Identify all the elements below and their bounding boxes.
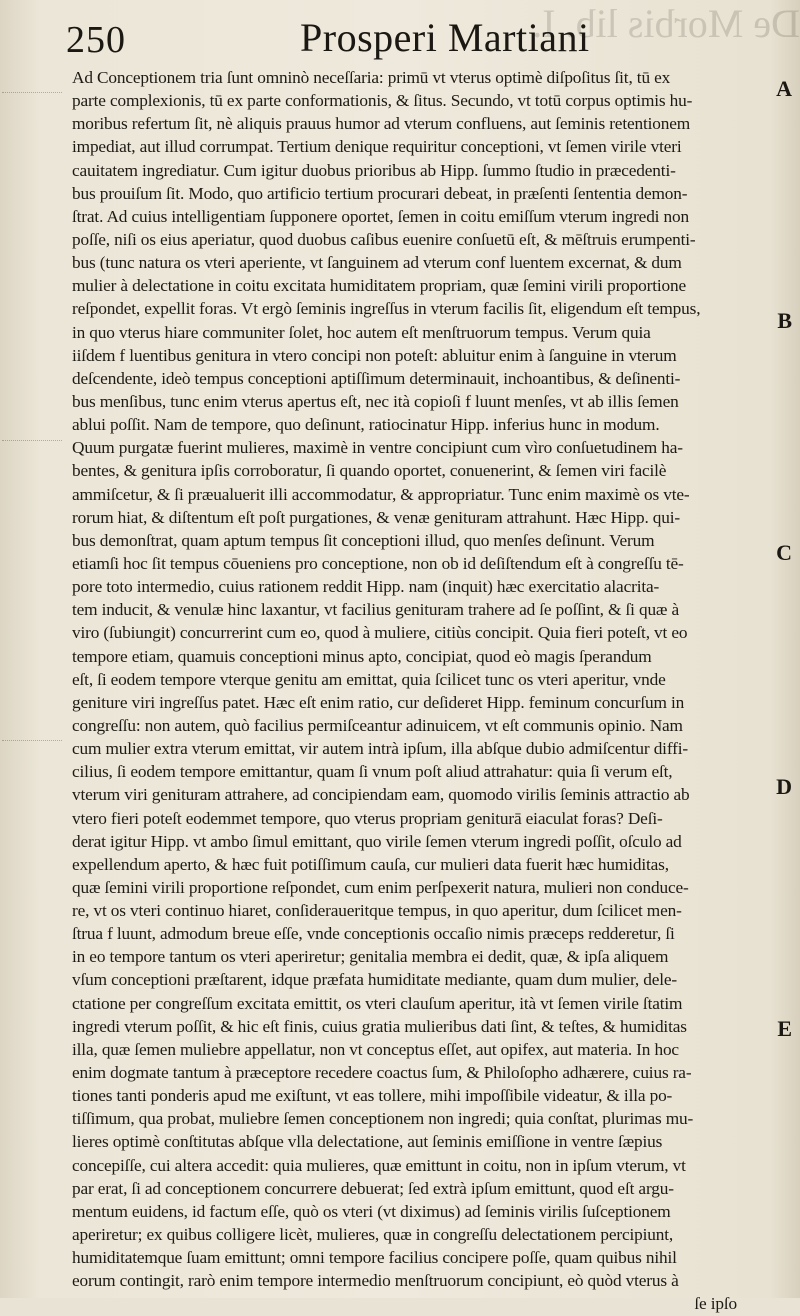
margin-letter-e: E <box>777 1016 792 1041</box>
text-line: parte complexionis, tū ex parte conformationis, & ſitus. Secundo, vt totū corpus optimis hu- <box>72 91 693 111</box>
margin-letter-b: B <box>777 308 792 333</box>
text-line: re, vt os vteri continuo hiaret, conſideraueritque tempus, in quo aperitur, dum ſcilicet men- <box>72 901 682 921</box>
text-line: iiſdem f luentibus genitura in vtero concipi non poteſt: abluitur enim à ſanguine in vterum <box>72 345 677 365</box>
text-line: vterum viri genituram attrahere, ad concipiendam eam, quomodo virilis ſeminis attractio ab <box>72 785 690 805</box>
text-line: vſum conceptioni præſtarent, idque præfata humiditate mediante, quam dum mulier, dele- <box>72 970 677 990</box>
text-line: ſtrua f luunt, admodum breue eſſe, vnde conceptionis occaſio nimis præceps redderetur, ſi <box>72 924 675 944</box>
text-line: congreſſu: non autem, quò facilius permiſceantur adinuicem, vt eſt communis opinio. Nam <box>72 715 683 735</box>
running-head: Prosperi Martiani <box>300 15 590 60</box>
text-line: ingredi vterum poſſit, & hic eſt finis, cuius gratia mulieribus dati ſint, & teſtes, & humiditas <box>72 1016 687 1036</box>
text-line: impediat, aut illud corrumpat. Tertium denique requiritur conceptioni, vt ſemen virile vteri <box>72 137 682 157</box>
text-line: etiamſi hoc ſit tempus cōueniens pro conceptione, non ob id deſiſtendum eſt à congreſſu tē- <box>72 553 684 573</box>
text-line: cauitatem ingrediatur. Cum igitur duobus prioribus ab Hipp. ſummo ſtudio in præcedenti- <box>72 160 676 180</box>
text-line: expellendum aperto, & hæc fuit potiſſimum cauſa, cur mulieri data fuerit hæc humiditas, <box>72 854 669 874</box>
text-line: illa, quæ ſemen muliebre appellatur, non vt conceptus eſſet, aut opifex, aut materia. In hoc <box>72 1039 679 1059</box>
text-line: cum mulier extra vterum emittat, vir autem intrà ipſum, illa abſque dubio admiſcentur diffi- <box>72 739 688 759</box>
text-line: bus menſibus, tunc enim vterus apertus eſt, nec ità copioſi f luunt menſes, vt ab illis ſemen <box>72 391 679 411</box>
text-line: bus demonſtrat, quam aptum tempus ſit conceptioni illud, quo menſes deſinunt. Verum <box>72 530 655 550</box>
text-line: bus (tunc natura os vteri aperiente, vt ſanguinem ad vterum conf luentem excernat, & dum <box>72 253 682 273</box>
text-line: in quo vterus hiare communiter ſolet, hoc autem eſt menſtruorum tempus. Verum quia <box>72 322 651 342</box>
text-line: tempore etiam, quamuis conceptioni minus apto, concipiat, quod eò magis ſperandum <box>72 646 652 666</box>
text-line: eorum contingit, rarò enim tempore intermedio menſtruorum concipiunt, eò quòd vterus à <box>72 1271 679 1291</box>
text-line: reſpondet, expellit foras. Vt ergò ſeminis ingreſſus in vterum facilis ſit, eligendum eſt tempus, <box>72 299 701 319</box>
show-through-text: De Morbis lib. I. <box>532 1 800 46</box>
text-line: eſt, ſi eodem tempore vterque genitu am emittat, quia ſcilicet tunc os vteri aperitur, vnde <box>72 669 666 689</box>
text-line: ammiſcetur, & ſi præualuerit illi accommodatur, & appropriatur. Tunc enim maximè os vte- <box>72 484 690 504</box>
text-line: tiones tanti ponderis apud me exiſtunt, vt eas tollere, mihi impoſſibile videatur, & illa po- <box>72 1086 673 1106</box>
faint-margin-note <box>2 92 62 99</box>
text-line: bus prouiſum ſit. Modo, quo artificio tertium procurari debeat, in præſenti ſententia demon- <box>72 183 688 203</box>
text-line: pore toto intermedio, cuius rationem reddit Hipp. nam (inquit) hæc exercitatio alacrita- <box>72 577 660 597</box>
text-line: geniture viri ingreſſus patet. Hæc eſt enim ratio, cur deſideret Hipp. feminum concurſum in <box>72 692 685 712</box>
text-line: derat igitur Hipp. vt ambo ſimul emittant, quo virile ſemen vterum ingredi poſſit, oſculo ad <box>72 831 682 851</box>
text-line: concepiſſe, cui altera accedit: quia mulieres, quæ emittunt in coitu, non in ipſum vterum, vt <box>72 1155 686 1175</box>
margin-letter-c: C <box>776 540 792 565</box>
text-line: cilius, ſi eodem tempore emittantur, quam ſi vnum poſt aliud attrahatur: quia ſi verum eſt, <box>72 762 673 782</box>
text-line: ſtrat. Ad cuius intelligentiam ſupponere oportet, ſemen in coitu emiſſum vterum ingredi non <box>72 206 689 226</box>
text-line: viro (ſubiungit) concurrerint cum eo, quod à muliere, citiùs concipit. Quia fieri poteſt, vt eo <box>72 623 688 643</box>
text-line: aperiretur; ex quibus colligere licèt, mulieres, quæ in congreſſu delectationem percipiunt, <box>72 1225 674 1245</box>
text-line: vtero fieri poteſt eodemmet tempore, quo vterus propriam geniturā eiaculat foras? Deſi- <box>72 808 663 828</box>
text-line: poſſe, niſi os eius aperiatur, quod duobus caſibus euenire conſuetū eſt, & mēſtruis erumpenti- <box>72 229 696 249</box>
text-line: bentes, & genitura ipſis corroboratur, ſi quando oportet, conuenerint, & ſemen viri facilè <box>72 461 667 481</box>
text-line: ablui poſſit. Nam de tempore, quo deſinunt, ratiocinatur Hipp. inferius hunc in modum. <box>72 415 660 435</box>
faint-margin-note <box>2 740 62 747</box>
text-line: par erat, ſi ad conceptionem concurrere debuerat; ſed extrà ipſum emittunt, quod eſt argu- <box>72 1178 674 1198</box>
text-line: ſe ipſo <box>694 1294 737 1314</box>
text-line: ctatione per congreſſum excitata emittit, os vteri clauſum aperitur, ità vt ſemen virile ſtatim <box>72 993 683 1013</box>
text-line: lieres optimè conſtitutas abſque vlla delectatione, aut ſeminis emiſſione in ventre ſæpius <box>72 1132 663 1152</box>
text-line: tem inducit, & venulæ hinc laxantur, vt facilius genituram trahere ad ſe poſſint, & ſi quæ à <box>72 600 680 620</box>
faint-margin-note <box>2 440 62 447</box>
text-line: in eo tempore tantum os vteri aperiretur; genitalia membra ei dedit, quæ, & ipſa aliquem <box>72 947 669 967</box>
text-line: Ad Conceptionem tria ſunt omninò neceſſaria: primū vt vterus optimè diſpoſitus ſit, tū ex <box>72 68 671 87</box>
page-number: 250 <box>66 19 126 61</box>
text-line: deſcendente, ideò tempus conceptioni aptiſſimum determinauit, inchoantibus, & deſinenti- <box>72 368 681 388</box>
margin-letter-a: A <box>776 76 792 101</box>
text-line: mentum euidens, id factum eſſe, quò os vteri (vt diximus) ad ſeminis virilis ſuſceptionem <box>72 1201 671 1221</box>
text-line: tiſſimum, qua probat, muliebre ſemen conceptionem non ingredi; quia conſtat, plurimas mu- <box>72 1109 694 1129</box>
text-line: rorum hiat, & diſtentum eſt poſt purgationes, & venæ genituram attrahunt. Hæc Hipp. qui- <box>72 507 681 527</box>
text-line: enim dogmate tantum à præceptore recedere coactus ſum, & Philoſopho adhærere, cuius ra- <box>72 1063 692 1083</box>
body-text <box>72 66 767 1316</box>
text-line: Quum purgatæ fuerint mulieres, maximè in ventre concipiunt cum vìro conſuetudinem ha- <box>72 438 683 458</box>
text-line: humiditatemque ſuam emittunt; omni tempore facilius concipere poſſe, quam quibus nihil <box>72 1248 677 1268</box>
text-line: quæ ſemini virili proportione reſpondet, cum enim perſpexerit natura, mulieri non conduce- <box>72 877 689 897</box>
margin-letter-d: D <box>776 774 792 799</box>
text-line: moribus refertum ſit, nè aliquis prauus humor ad vterum confluens, aut ſeminis retentionem <box>72 114 691 134</box>
text-line: mulier à delectatione in coitu excitata humiditatem propriam, quæ ſemini virili proportione <box>72 276 687 296</box>
